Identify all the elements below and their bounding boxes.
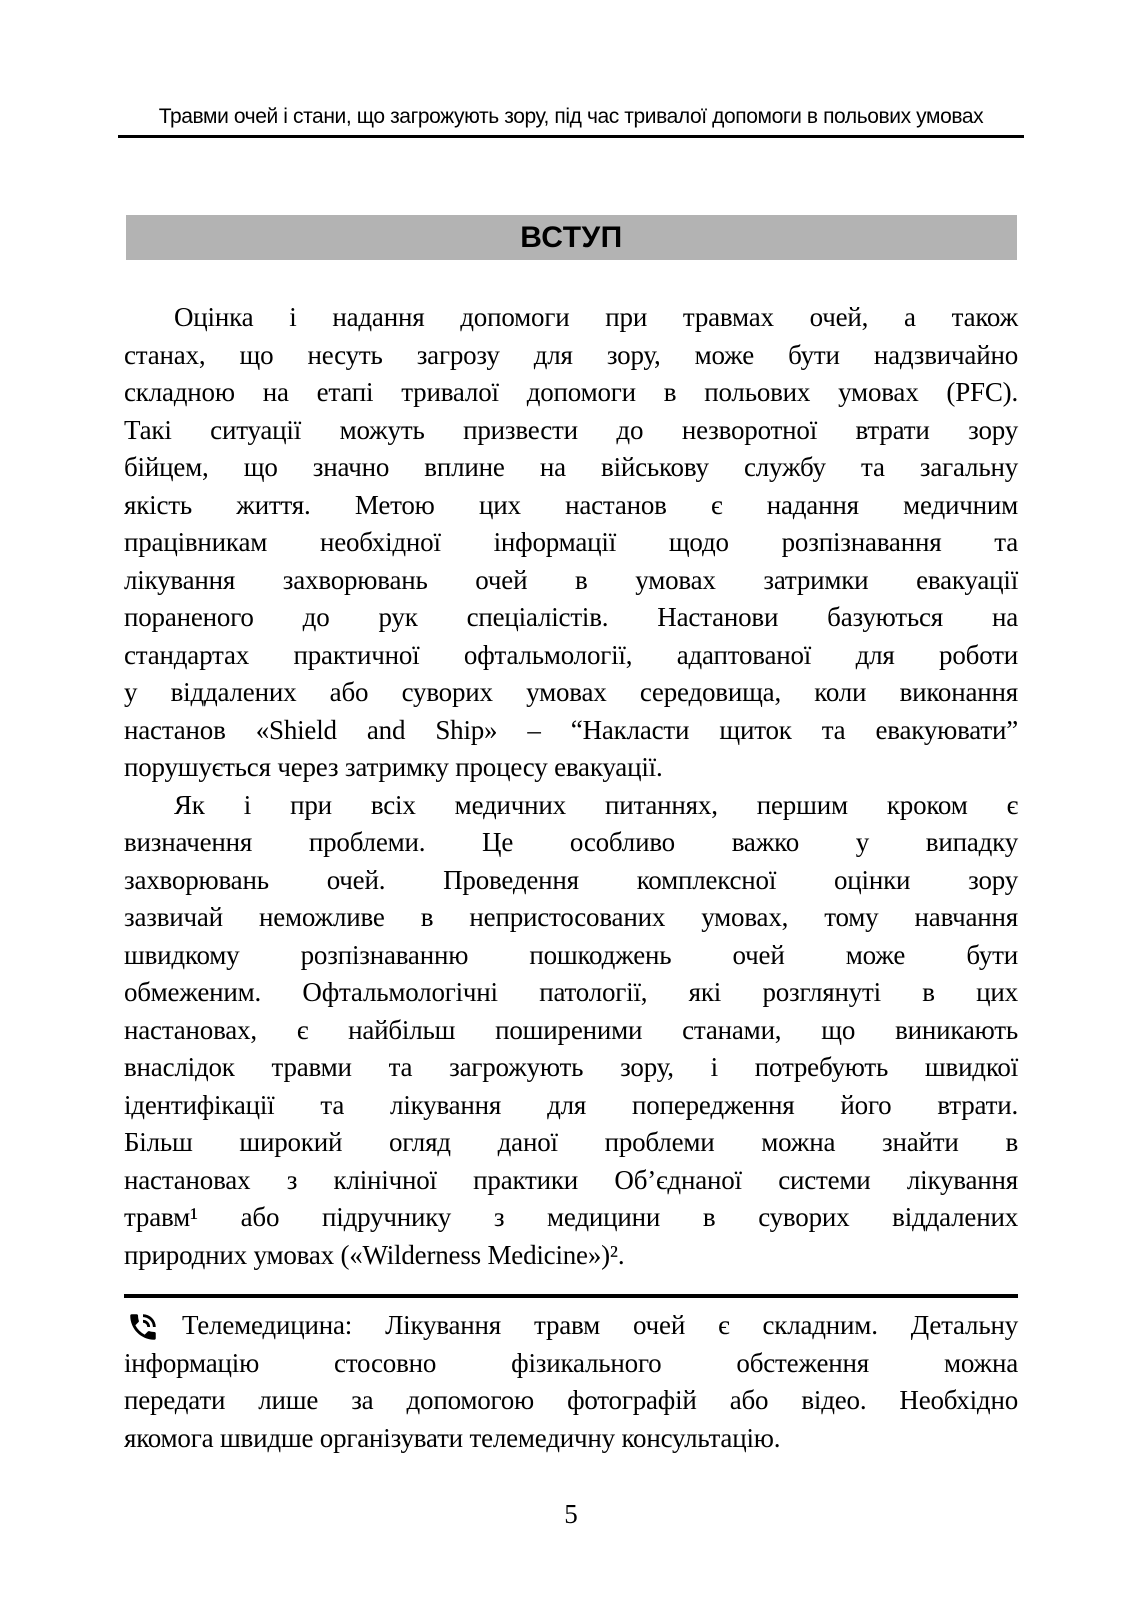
text-line: Як і при всіх медичних питаннях, першим кроком є: [174, 789, 1018, 820]
text-line: якість життя. Метою цих настанов є надання медичним: [124, 489, 1018, 520]
running-header: [118, 104, 1024, 130]
note-text-line: інформацію стосовно фізикального обстеження можна: [124, 1347, 1018, 1378]
text-line: захворювань очей. Проведення комплексної оцінки зору: [124, 864, 1018, 895]
text-line: зазвичай неможливе в непристосованих умовах, тому навчання: [124, 902, 1018, 932]
text-line: природних умовах («Wilderness Medicine»)².: [124, 1239, 625, 1270]
note-rule: [124, 1294, 1018, 1298]
text-line: настановах з клінічної практики Об’єднаної системи лікування: [124, 1164, 1018, 1195]
text-line: швидкому розпізнаванню пошкоджень очей може бути: [124, 939, 1018, 970]
text-line: станах, що несуть загрозу для зору, може бути надзвичайно: [124, 339, 1018, 370]
note-text-line: передати лише за допомогою фотографій або відео. Необхідно: [124, 1385, 1018, 1415]
text-line: пораненого до рук спеціалістів. Настанови базуються на: [124, 602, 1018, 632]
section-title: ВСТУП: [520, 220, 623, 254]
running-header-title: Травми очей і стани, що загрожують зору, під час тривалої допомоги в польових умовах: [158, 105, 984, 128]
text-line: визначення проблеми. Це особливо важко у випадку: [124, 827, 1018, 857]
header-rule: [118, 135, 1024, 138]
note-text-line: Телемедицина: Лікування травм очей є складним. Детальну: [182, 1310, 1018, 1340]
text-line: Такі ситуації можуть призвести до незворотної втрати зору: [124, 414, 1018, 445]
note-lines: [124, 1307, 1018, 1457]
text-line: настанов «Shield and Ship» – “Накласти щиток та евакуювати”: [124, 714, 1018, 745]
note-text-line: якомога швидше організувати телемедичну консультацію.: [124, 1422, 781, 1453]
page-number: 5: [564, 1499, 578, 1529]
text-line: лікування захворювань очей в умовах затримки евакуації: [124, 564, 1018, 595]
text-line: обмеженим. Офтальмологічні патології, які розглянуті в цих: [124, 977, 1018, 1007]
text-line: працівникам необхідної інформації щодо розпізнавання та: [124, 527, 1018, 557]
body-text: [124, 299, 1018, 1274]
text-line: ідентифікації та лікування для попередження його втрати.: [124, 1089, 1018, 1120]
text-line: внаслідок травми та загрожують зору, і потребують швидкої: [124, 1052, 1018, 1082]
text-line: порушується через затримку процесу евакуації.: [124, 752, 663, 782]
phone-in-talk-icon: [126, 1310, 160, 1344]
telemedicine-note: [124, 1307, 1018, 1457]
text-line: стандартах практичної офтальмології, адаптованої для роботи: [124, 639, 1018, 670]
text-line: бійцем, що значно вплине на військову службу та загальну: [124, 452, 1018, 482]
text-line: у віддалених або суворих умовах середовища, коли виконання: [124, 677, 1018, 707]
text-line: Оцінка і надання допомоги при травмах очей, а також: [174, 302, 1018, 332]
text-line: Більш широкий огляд даної проблеми можна знайти в: [124, 1127, 1018, 1157]
text-line: настановах, є найбільш поширеними станами, що виникають: [124, 1014, 1018, 1045]
text-line: складною на етапі тривалої допомоги в польових умовах (PFC).: [124, 377, 1018, 407]
text-line: травм¹ або підручнику з медицини в суворих віддалених: [124, 1202, 1018, 1232]
section-banner: [126, 215, 1017, 260]
